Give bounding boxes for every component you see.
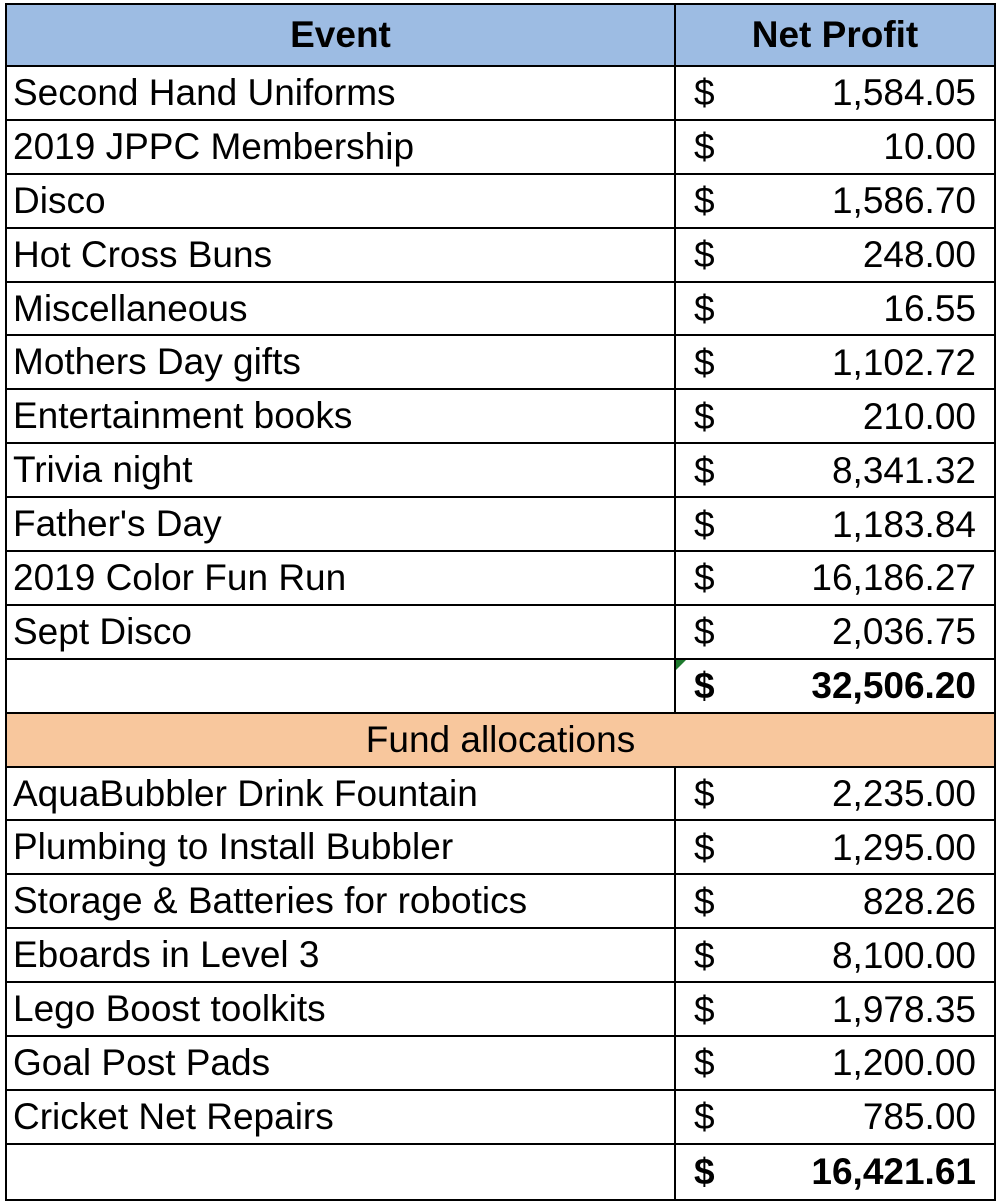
amount-value: 10.00 (883, 126, 976, 168)
table-row (7, 983, 994, 1037)
amount-value: 1,183.84 (831, 503, 976, 545)
currency-symbol: $ (694, 449, 715, 491)
amount-cell[interactable] (676, 983, 994, 1035)
allocation-name-cell[interactable]: Storage & Batteries for robotics (7, 875, 676, 927)
amount-value: 8,341.32 (831, 449, 976, 491)
section-title[interactable]: Fund allocations (365, 718, 636, 760)
table-row (7, 229, 994, 283)
currency-symbol: $ (694, 880, 715, 922)
amount-value: 16,186.27 (811, 557, 976, 599)
table-row (7, 768, 994, 822)
event-name-cell[interactable]: Trivia night (7, 444, 676, 496)
allocation-name-cell[interactable]: Eboards in Level 3 (7, 929, 676, 981)
fund-allocations-header-row (7, 714, 994, 768)
header-net-profit[interactable]: Net Profit (751, 14, 919, 55)
allocation-name-cell[interactable]: Lego Boost toolkits (7, 983, 676, 1035)
amount-cell[interactable] (676, 175, 994, 227)
event-name-cell[interactable]: 2019 Color Fun Run (7, 552, 676, 604)
currency-symbol: $ (694, 665, 715, 707)
spreadsheet-table (5, 3, 996, 1201)
table-row (7, 121, 994, 175)
event-name-cell[interactable]: Mothers Day gifts (7, 336, 676, 388)
table-row (7, 1037, 994, 1091)
events-total-value: 32,506.20 (811, 665, 976, 707)
amount-cell[interactable] (676, 498, 994, 550)
amount-value: 1,584.05 (831, 72, 976, 114)
amount-value: 1,200.00 (831, 1042, 976, 1084)
table-row (7, 606, 994, 660)
event-name-cell[interactable]: Father's Day (7, 498, 676, 550)
currency-symbol: $ (694, 72, 715, 114)
amount-value: 248.00 (862, 234, 976, 276)
currency-symbol: $ (694, 773, 715, 815)
amount-cell[interactable] (676, 552, 994, 604)
table-row (7, 821, 994, 875)
events-total-cell[interactable] (676, 660, 994, 712)
amount-value: 1,102.72 (831, 341, 976, 383)
currency-symbol: $ (694, 288, 715, 329)
amount-value: 1,295.00 (831, 826, 976, 868)
amount-value: 210.00 (862, 395, 976, 437)
allocation-name-cell[interactable]: AquaBubbler Drink Fountain (7, 768, 676, 820)
currency-symbol: $ (694, 341, 715, 383)
amount-cell[interactable] (676, 606, 994, 658)
amount-cell[interactable] (676, 121, 994, 173)
allocations-total-cell[interactable] (676, 1145, 994, 1199)
table-row (7, 67, 994, 121)
allocation-name-cell[interactable]: Plumbing to Install Bubbler (7, 821, 676, 873)
currency-symbol: $ (694, 826, 715, 868)
amount-cell[interactable] (676, 768, 994, 820)
allocations-total-value: 16,421.61 (811, 1151, 976, 1193)
event-name-cell[interactable]: Hot Cross Buns (7, 229, 676, 281)
amount-cell[interactable] (676, 875, 994, 927)
currency-symbol: $ (694, 557, 715, 599)
currency-symbol: $ (694, 1151, 715, 1193)
currency-symbol: $ (694, 234, 715, 276)
currency-symbol: $ (694, 1042, 715, 1084)
empty-cell[interactable] (7, 1145, 676, 1199)
amount-cell[interactable] (676, 390, 994, 442)
amount-value: 1,586.70 (831, 180, 976, 222)
allocation-name-cell[interactable]: Cricket Net Repairs (7, 1091, 676, 1143)
table-row (7, 552, 994, 606)
events-total-row (7, 660, 994, 714)
amount-cell[interactable] (676, 283, 994, 335)
table-row (7, 336, 994, 390)
table-row (7, 929, 994, 983)
amount-cell[interactable] (676, 1091, 994, 1143)
table-row (7, 390, 994, 444)
event-name-cell[interactable]: Disco (7, 175, 676, 227)
table-row (7, 498, 994, 552)
table-row (7, 444, 994, 498)
currency-symbol: $ (694, 503, 715, 545)
amount-value: 1,978.35 (831, 988, 976, 1030)
amount-cell[interactable] (676, 444, 994, 496)
header-row (7, 5, 994, 67)
currency-symbol: $ (694, 988, 715, 1030)
currency-symbol: $ (694, 1096, 715, 1138)
table-row (7, 875, 994, 929)
event-name-cell[interactable]: Second Hand Uniforms (7, 67, 676, 119)
amount-value: 828.26 (862, 880, 976, 922)
amount-value: 785.00 (862, 1096, 976, 1138)
amount-cell[interactable] (676, 821, 994, 873)
amount-value: 2,235.00 (831, 773, 976, 815)
table-row (7, 175, 994, 229)
currency-symbol: $ (694, 180, 715, 222)
currency-symbol: $ (694, 126, 715, 168)
event-name-cell[interactable]: Miscellaneous (7, 283, 676, 335)
amount-cell[interactable] (676, 229, 994, 281)
event-name-cell[interactable]: Sept Disco (7, 606, 676, 658)
error-indicator-icon (676, 660, 686, 670)
amount-cell[interactable] (676, 1037, 994, 1089)
event-name-cell[interactable]: 2019 JPPC Membership (7, 121, 676, 173)
event-name-cell[interactable]: Entertainment books (7, 390, 676, 442)
amount-value: 8,100.00 (831, 934, 976, 976)
amount-cell[interactable] (676, 67, 994, 119)
amount-value: 16.55 (883, 288, 976, 329)
amount-value: 2,036.75 (831, 611, 976, 653)
header-event[interactable]: Event (7, 5, 676, 65)
empty-cell[interactable] (7, 660, 676, 712)
table-row (7, 1091, 994, 1145)
amount-cell[interactable] (676, 929, 994, 981)
allocations-total-row (7, 1145, 994, 1199)
amount-cell[interactable] (676, 336, 994, 388)
table-row (7, 283, 994, 337)
allocation-name-cell[interactable]: Goal Post Pads (7, 1037, 676, 1089)
currency-symbol: $ (694, 611, 715, 653)
currency-symbol: $ (694, 934, 715, 976)
currency-symbol: $ (694, 395, 715, 437)
